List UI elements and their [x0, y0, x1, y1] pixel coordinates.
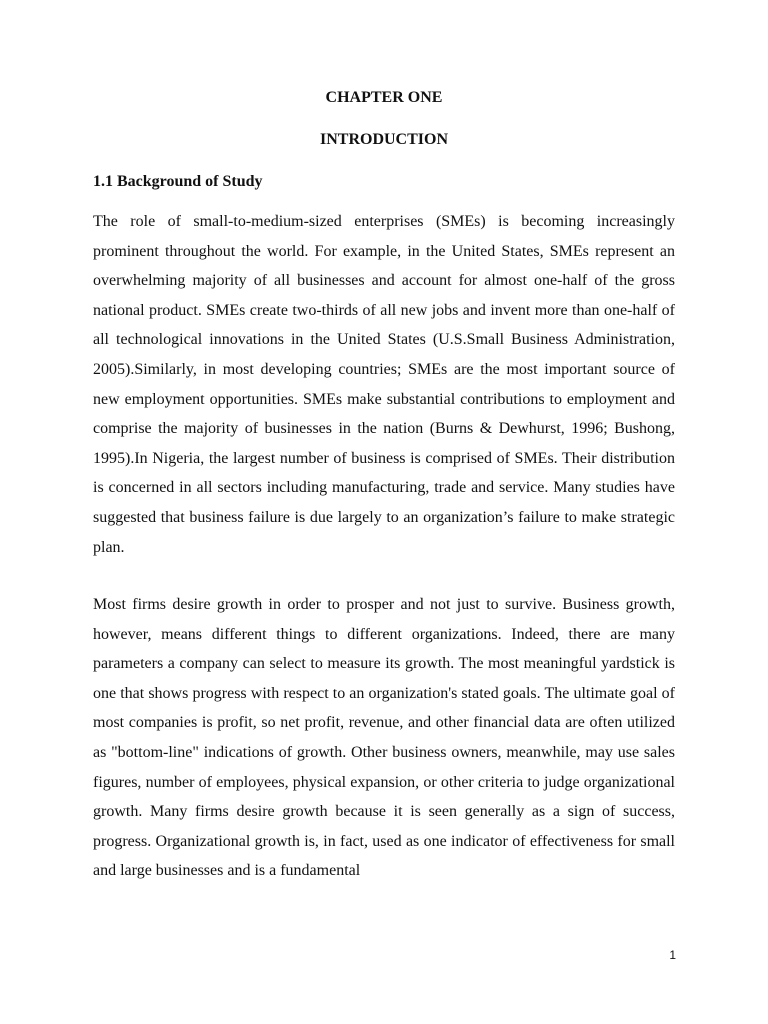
chapter-title: CHAPTER ONE [325, 89, 443, 106]
section-heading: 1.1 Background of Study [93, 173, 263, 190]
chapter-subtitle: INTRODUCTION [319, 131, 448, 148]
page-number: 1 [669, 948, 676, 962]
body-paragraph-2: Most firms desire growth in order to prosper and not just to survive. Business growth, however, means different things to different organizations. Indeed, there are many parameters a company can select to measure its growth. The most meaningful yardstick is one that shows progress with respect to an organization's stated goals. The ultimate goal of most companies is profit, so net profit, revenue, and other financial data are often utilized as "bottom-line" indications of growth. Other business owners, meanwhile, may use sales figures, number of employees, physical expansion, or other criteria to judge organizational growth. Many firms desire growth because it is seen generally as a sign of success, progress. Organizational growth is, in fact, used as one indicator of effectiveness for small and large businesses and is a fundamental [93, 596, 675, 880]
body-paragraph-1: The role of small-to-medium-sized enterprises (SMEs) is becoming increasingly prominent throughout the world. For example, in the United States, SMEs represent an overwhelming majority of all businesses and account for almost one-half of the gross national product. SMEs create two-thirds of all new jobs and invent more than one-half of all technological innovations in the United States (U.S.Small Business Administration, 2005).Similarly, in most developing countries; SMEs are the most important source of new employment opportunities. SMEs make substantial contributions to employment and comprise the majority of businesses in the nation (Burns & Dewhurst, 1996; Bushong, 1995).In Nigeria, the largest number of business is comprised of SMEs. Their distribution is concerned in all sectors including manufacturing, trade and service. Many studies have suggested that business failure is due largely to an organization’s failure to make strategic plan. [93, 213, 675, 556]
